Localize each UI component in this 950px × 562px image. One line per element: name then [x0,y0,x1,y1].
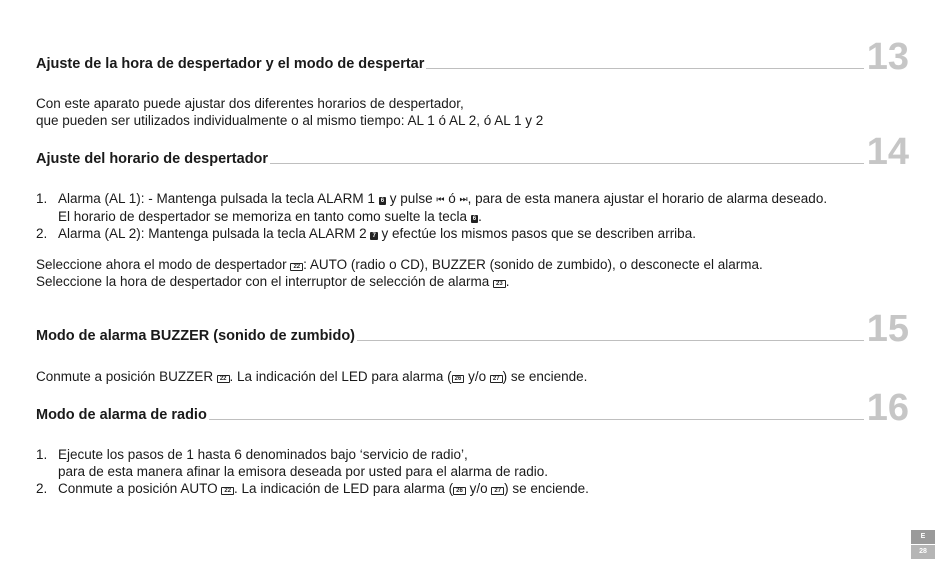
paragraph-text: ) se enciende. [502,369,588,384]
section-15-rule [357,340,864,341]
section-16-header [36,403,864,423]
page-number: 28 [911,545,935,559]
alarm-2-key-icon: 7 [372,233,376,239]
list-item-text: para de esta manera afinar la emisora deseada por usted para el alarma de radio. [58,464,549,479]
list-item [36,446,589,480]
paragraph-text: Seleccione la hora de despertador con el interruptor de selección de alarma [36,274,490,289]
list-item-number: 1. [36,191,48,206]
alarm-1-key-icon: 6 [472,216,477,222]
list-item-number: 2. [36,226,48,241]
section-14-number: 14 [866,131,909,173]
section-13-paragraph [36,95,543,129]
next-track-icon: ⏭ [459,194,468,204]
alarm-1-key-icon: 6 [380,198,385,204]
list-item-number: 2. [36,481,48,496]
paragraph-text: . [505,274,510,289]
list-item [36,225,827,242]
list-item-text: . [478,209,482,224]
language-tab: E [911,530,935,544]
list-item-text: ) se enciende. [504,481,589,496]
section-13-number: 13 [866,36,909,78]
section-14-title: Ajuste del horario de despertador [36,151,269,167]
section-13-rule [426,68,864,69]
list-item-text: Alarma (AL 1): - Mantenga pulsada la tecla ALARM 1 [58,191,375,206]
list-item-text: Ejecute los pasos de 1 hasta 6 denominados bajo ‘servicio de radio’, [58,447,468,462]
list-item-text: Alarma (AL 2): Mantenga pulsada la tecla ALARM 2 [58,226,367,241]
section-13-header [36,52,864,72]
alarm-mode-switch-icon: 22 [290,263,303,271]
list-item-text: y/o [469,481,488,496]
list-item-text: . La indicación de LED para alarma ( [234,481,454,496]
previous-track-icon: ⏮ [436,194,445,204]
section-14-paragraph [36,256,763,290]
paragraph-text: . La indicación del LED para alarma ( [229,369,452,384]
list-item [36,480,589,497]
section-14-header [36,147,864,167]
alarm-2-led-icon: 27 [491,487,504,495]
list-item [36,190,827,225]
list-item-text: , para de esta manera ajustar el horario de alarma deseado. [467,191,828,206]
section-14-line-2 [36,273,763,290]
section-16-title: Modo de alarma de radio [36,407,207,423]
list-item-text: Conmute a posición AUTO [58,481,218,496]
paragraph-text: : AUTO (radio o CD), BUZZER (sonido de zumbido), o desconecte el alarma. [303,257,763,272]
section-13-line-2: que pueden ser utilizados individualmente o al mismo tiempo: AL 1 ó AL 2, ó AL 1 y 2 [36,113,544,128]
section-15-paragraph [36,368,587,385]
section-15-header [36,324,864,344]
section-15-title: Modo de alarma BUZZER (sonido de zumbido) [36,328,355,344]
paragraph-text: Seleccione ahora el modo de despertador [36,257,287,272]
list-item-text: y efectúe los mismos pasos que se describen arriba. [381,226,696,241]
list-item-text: ó [448,191,456,206]
section-14-list [36,190,827,242]
list-item-number: 1. [36,447,48,462]
section-16-rule [209,419,864,420]
alarm-1-led-icon: 26 [452,375,465,383]
alarm-mode-switch-icon: 22 [221,487,234,495]
alarm-2-led-icon: 27 [490,375,503,383]
list-item-text: El horario de despertador se memoriza en tanto como suelte la tecla [58,209,467,224]
list-item-text: y pulse [389,191,433,206]
section-14-rule [270,163,864,164]
section-13-title: Ajuste de la hora de despertador y el modo de despertar [36,56,425,72]
section-14-line-1 [36,256,763,273]
section-15-line-1 [36,368,587,385]
section-15-number: 15 [866,308,909,350]
paragraph-text: y/o [468,369,487,384]
section-16-number: 16 [866,387,909,429]
alarm-1-led-icon: 26 [453,487,466,495]
alarm-mode-switch-icon: 22 [217,375,230,383]
section-13-line-1: Con este aparato puede ajustar dos diferentes horarios de despertador, [36,96,464,111]
paragraph-text: Conmute a posición BUZZER [36,369,214,384]
alarm-select-switch-icon: 23 [493,280,506,288]
section-16-list [36,446,589,497]
